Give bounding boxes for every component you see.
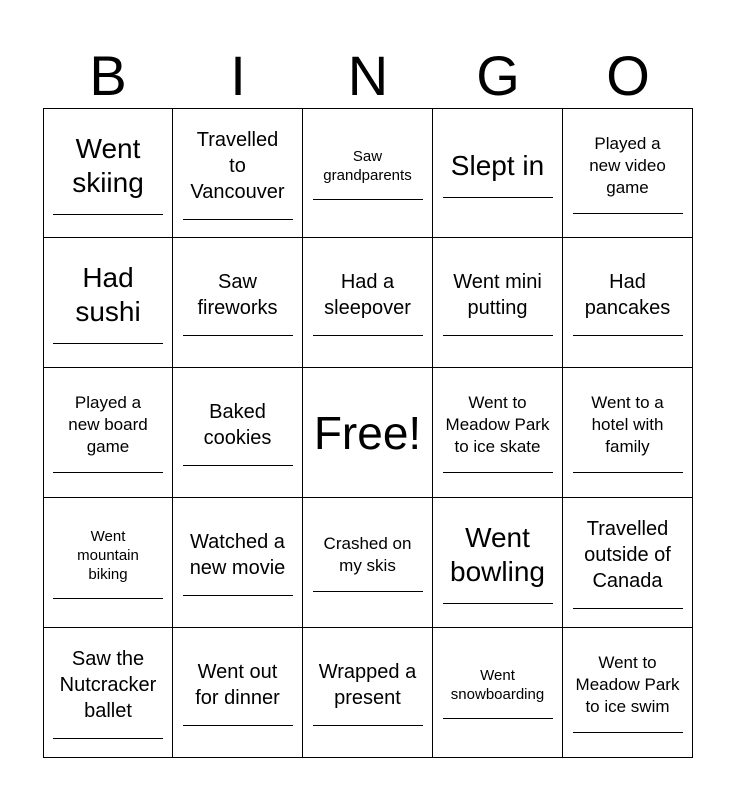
answer-line bbox=[183, 595, 293, 596]
cell-text: Baked cookies bbox=[203, 401, 272, 449]
cell-text: Wrapped a present bbox=[318, 661, 417, 709]
answer-line bbox=[573, 213, 683, 214]
bingo-header bbox=[43, 44, 693, 108]
bingo-cell[interactable] bbox=[433, 108, 563, 238]
cell-text: Played a new board game bbox=[68, 393, 148, 456]
bingo-cell[interactable] bbox=[173, 238, 303, 368]
cell-text: Saw fireworks bbox=[197, 271, 278, 319]
header-letter-b: B bbox=[89, 44, 127, 107]
cell-text: Free! bbox=[313, 406, 422, 459]
cell-text: Went skiing bbox=[72, 132, 144, 198]
answer-line bbox=[53, 214, 163, 215]
answer-line bbox=[183, 465, 293, 466]
answer-line bbox=[53, 738, 163, 739]
bingo-board bbox=[43, 108, 693, 758]
cell-text: Went snowboarding bbox=[450, 667, 545, 703]
bingo-cell[interactable] bbox=[43, 108, 173, 238]
answer-line bbox=[313, 335, 423, 336]
cell-text: Crashed on my skis bbox=[323, 534, 412, 575]
answer-line bbox=[183, 335, 293, 336]
answer-line bbox=[443, 197, 553, 198]
header-letter-g: G bbox=[476, 44, 520, 107]
bingo-cell[interactable] bbox=[173, 108, 303, 238]
cell-text: Went to Meadow Park to ice skate bbox=[445, 393, 550, 456]
cell-text: Travelled outside of Canada bbox=[584, 518, 671, 592]
bingo-cell[interactable] bbox=[173, 368, 303, 498]
answer-line bbox=[313, 725, 423, 726]
answer-line bbox=[53, 343, 163, 344]
cell-text: Went to a hotel with family bbox=[591, 393, 664, 456]
cell-text: Played a new video game bbox=[589, 133, 666, 197]
cell-text: Saw the Nutcracker ballet bbox=[59, 648, 157, 722]
bingo-cell[interactable] bbox=[43, 238, 173, 368]
answer-line bbox=[183, 219, 293, 220]
bingo-cell[interactable] bbox=[43, 498, 173, 628]
answer-line bbox=[443, 335, 553, 336]
cell-text: Saw grandparents bbox=[323, 147, 412, 184]
bingo-cell[interactable] bbox=[433, 368, 563, 498]
answer-line bbox=[53, 598, 163, 599]
answer-line bbox=[443, 472, 553, 473]
answer-line bbox=[53, 472, 163, 473]
cell-text: Went mountain biking bbox=[77, 527, 139, 583]
bingo-cell[interactable] bbox=[173, 498, 303, 628]
cell-text: Watched a new movie bbox=[189, 531, 286, 579]
cell-text: Went mini putting bbox=[453, 271, 542, 319]
answer-line bbox=[573, 732, 683, 733]
cell-text: Went bowling bbox=[450, 522, 545, 587]
bingo-cell[interactable] bbox=[563, 108, 693, 238]
bingo-cell[interactable] bbox=[303, 238, 433, 368]
cell-text: Had a sleepover bbox=[324, 271, 411, 319]
bingo-cell[interactable] bbox=[43, 368, 173, 498]
answer-line bbox=[443, 718, 553, 719]
cell-text: Had pancakes bbox=[584, 271, 671, 319]
bingo-cell[interactable] bbox=[563, 368, 693, 498]
answer-line bbox=[443, 603, 553, 604]
answer-line bbox=[313, 591, 423, 592]
cell-text: Slept in bbox=[450, 149, 545, 181]
bingo-cell[interactable] bbox=[563, 498, 693, 628]
free-space-cell[interactable] bbox=[303, 368, 433, 498]
answer-line bbox=[183, 725, 293, 726]
cell-text: Travelled to Vancouver bbox=[190, 128, 285, 203]
bingo-cell[interactable] bbox=[43, 628, 173, 758]
bingo-cell[interactable] bbox=[433, 628, 563, 758]
bingo-cell[interactable] bbox=[173, 628, 303, 758]
cell-text: Went out for dinner bbox=[195, 661, 280, 709]
bingo-cell[interactable] bbox=[303, 108, 433, 238]
answer-line bbox=[573, 335, 683, 336]
bingo-cell[interactable] bbox=[303, 628, 433, 758]
header-letter-i: I bbox=[230, 44, 246, 107]
answer-line bbox=[573, 608, 683, 609]
header-letter-o: O bbox=[606, 44, 650, 107]
answer-line bbox=[573, 472, 683, 473]
bingo-cell[interactable] bbox=[563, 628, 693, 758]
cell-text: Went to Meadow Park to ice swim bbox=[575, 653, 680, 716]
bingo-cell[interactable] bbox=[303, 498, 433, 628]
answer-line bbox=[313, 199, 423, 200]
bingo-cell[interactable] bbox=[433, 498, 563, 628]
cell-text: Had sushi bbox=[75, 262, 141, 327]
header-letter-n: N bbox=[347, 44, 389, 107]
bingo-cell[interactable] bbox=[563, 238, 693, 368]
bingo-cell[interactable] bbox=[433, 238, 563, 368]
